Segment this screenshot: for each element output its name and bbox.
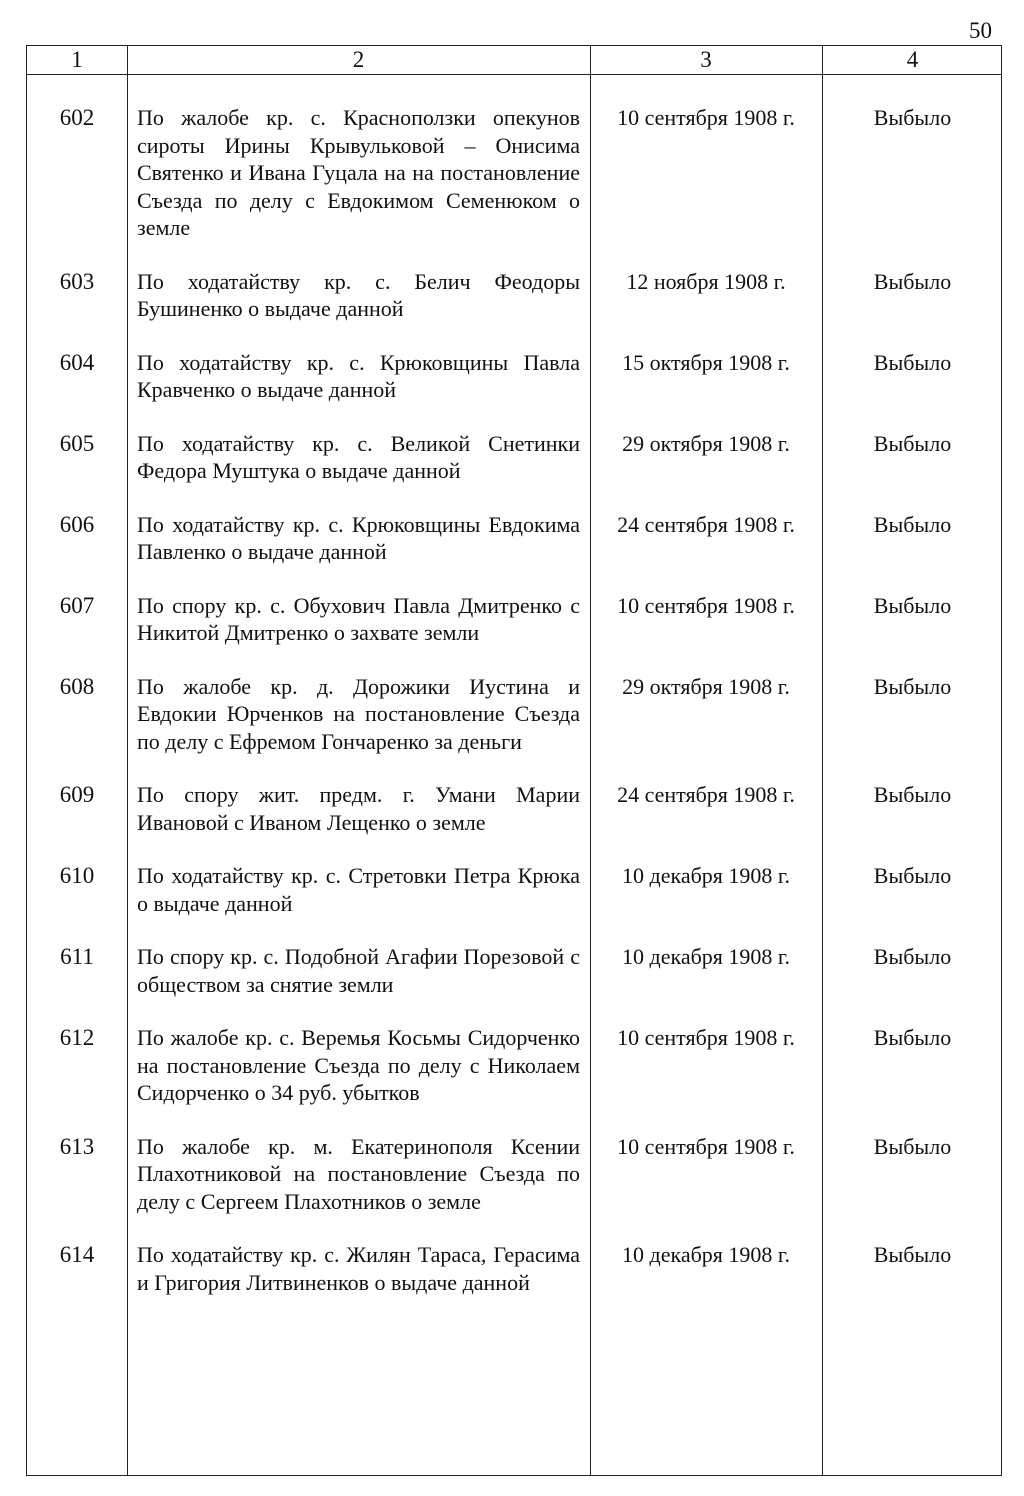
case-description: По жалобе кр. с. Веремья Косьмы Сидорченко на постановление Съезда по делу с Николаем Сидорченко о 34 руб. убытков — [137, 1025, 580, 1105]
table-row — [27, 104, 1001, 242]
table-row — [27, 862, 1001, 917]
case-status: Выбыло — [873, 268, 952, 294]
case-number: 613 — [59, 1133, 95, 1159]
case-status: Выбыло — [873, 105, 952, 130]
case-date: 10 сентября 1908 г. — [617, 592, 795, 618]
table-row — [27, 268, 1001, 323]
case-date: 24 сентября 1908 г. — [617, 782, 795, 807]
case-description: По спору жит. предм. г. Умани Марии Ивановой с Иваном Лещенко о земле — [137, 782, 580, 835]
case-date: 10 сентября 1908 г. — [617, 1133, 795, 1159]
case-number: 608 — [59, 673, 95, 699]
case-date: 24 сентября 1908 г. — [617, 511, 795, 537]
case-date: 12 ноября 1908 г. — [626, 268, 786, 294]
case-description: По ходатайству кр. с. Крюковщины Евдокима Павленко о выдаче данной — [137, 511, 580, 564]
case-description: По жалобе кр. с. Красноползки опекунов сироты Ирины Крывульковой – Онисима Святенко и Ивана Гуцала на на постановление Съезда по делу с Евдокимом Семенюком о земле — [137, 105, 580, 240]
column-header-1: 1 — [71, 47, 83, 72]
case-date: 10 сентября 1908 г. — [617, 1025, 795, 1050]
case-description: По жалобе кр. м. Екатеринополя Ксении Плахотниковой на постановление Съезда по делу с Сергеем Плахотников о земле — [137, 1133, 580, 1214]
case-date: 15 октября 1908 г. — [622, 349, 790, 375]
page-number: 50 — [969, 18, 992, 43]
case-description: По ходатайству кр. с. Жилян Тараса, Герасима и Григория Литвиненков о выдаче данной — [137, 1242, 580, 1295]
table-body — [27, 104, 1001, 1322]
case-description: По ходатайству кр. с. Крюковщины Павла Кравченко о выдаче данной — [137, 349, 580, 402]
case-number: 611 — [60, 944, 94, 969]
table-row — [27, 349, 1001, 404]
case-status: Выбыло — [873, 592, 952, 618]
case-date: 10 сентября 1908 г. — [617, 105, 795, 130]
case-status: Выбыло — [873, 944, 952, 969]
table-row — [27, 430, 1001, 485]
case-date: 10 декабря 1908 г. — [622, 1242, 790, 1267]
table-row — [27, 943, 1001, 998]
case-number: 605 — [59, 430, 95, 456]
case-date: 10 декабря 1908 г. — [622, 863, 790, 888]
case-status: Выбыло — [873, 511, 952, 537]
case-number: 612 — [59, 1025, 95, 1050]
case-number: 614 — [59, 1242, 95, 1267]
case-number: 602 — [59, 105, 95, 130]
case-description: По ходатайству кр. с. Стретовки Петра Крюка о выдаче данной — [137, 863, 580, 916]
case-description: По спору кр. с. Обухович Павла Дмитренко с Никитой Дмитренко о захвате земли — [137, 592, 580, 645]
column-header-3: 3 — [700, 47, 712, 72]
case-description: По ходатайству кр. с. Великой Снетинки Федора Муштука о выдаче данной — [137, 430, 580, 483]
case-status: Выбыло — [873, 349, 952, 375]
case-number: 604 — [59, 349, 95, 375]
case-description: По спору кр. с. Подобной Агафии Порезовой с обществом за снятие земли — [137, 944, 580, 997]
register-table — [26, 45, 1002, 1476]
case-number: 610 — [59, 863, 95, 888]
case-date: 29 октября 1908 г. — [622, 673, 790, 699]
case-date: 10 декабря 1908 г. — [622, 944, 790, 969]
table-row — [27, 1133, 1001, 1216]
table-row — [27, 511, 1001, 566]
case-status: Выбыло — [873, 863, 952, 888]
table-row — [27, 592, 1001, 647]
case-status: Выбыло — [873, 1242, 952, 1267]
case-status: Выбыло — [873, 673, 952, 699]
case-status: Выбыло — [873, 1025, 952, 1050]
header-row — [27, 46, 1001, 75]
table-row — [27, 1241, 1001, 1296]
column-header-2: 2 — [352, 47, 365, 72]
case-number: 606 — [59, 511, 95, 537]
case-number: 607 — [59, 592, 95, 618]
case-status: Выбыло — [873, 1133, 952, 1159]
table-row — [27, 673, 1001, 756]
table-row — [27, 1024, 1001, 1107]
case-status: Выбыло — [873, 782, 952, 807]
case-description: По ходатайству кр. с. Белич Феодоры Бушиненко о выдаче данной — [137, 268, 580, 321]
table-row — [27, 781, 1001, 836]
column-header-4: 4 — [906, 47, 919, 72]
case-number: 609 — [59, 782, 95, 807]
case-date: 29 октября 1908 г. — [622, 430, 790, 456]
case-status: Выбыло — [873, 430, 952, 456]
case-description: По жалобе кр. д. Дорожики Иустина и Евдокии Юрченков на постановление Съезда по делу с Ефремом Гончаренко за деньги — [137, 673, 580, 754]
case-number: 603 — [59, 268, 95, 294]
